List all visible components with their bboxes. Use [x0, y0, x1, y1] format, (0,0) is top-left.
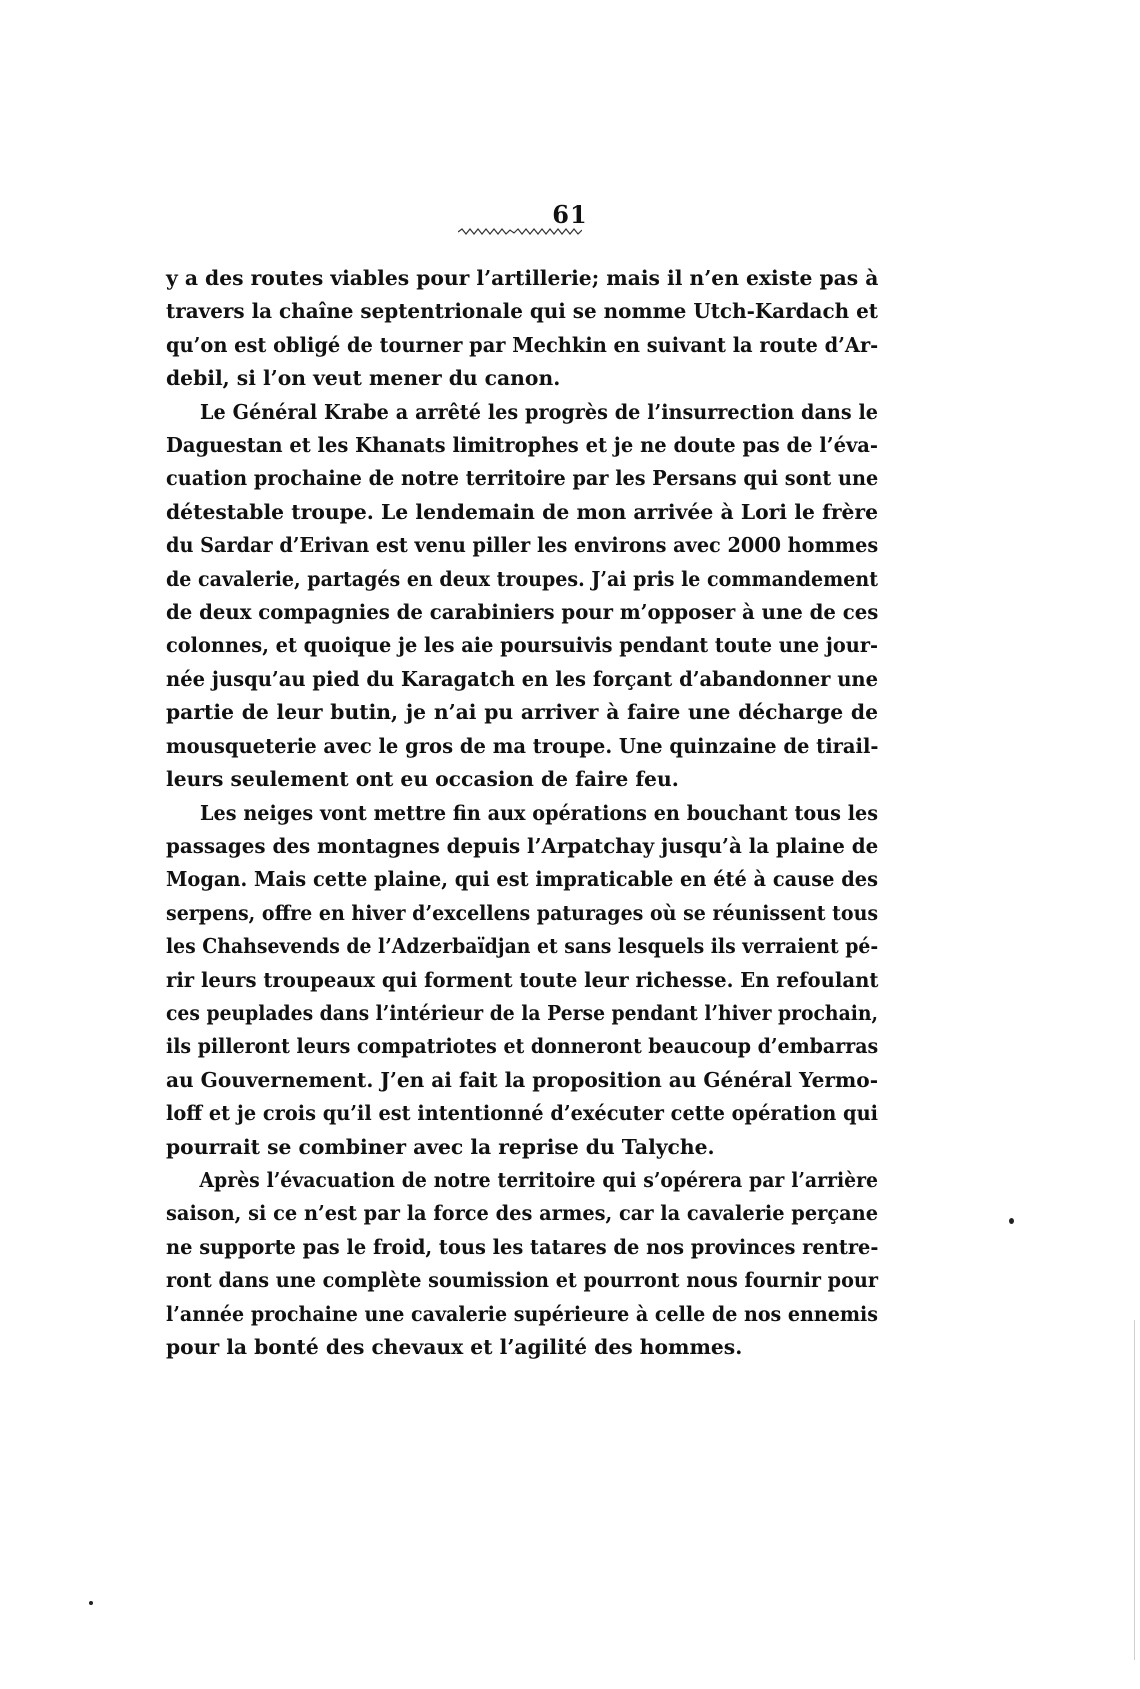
text-line: rir leurs troupeaux qui forment toute leur richesse. En refoulant [166, 967, 879, 992]
paragraph-4 [166, 1164, 878, 1364]
text-line: ils pilleront leurs compatriotes et donneront beaucoup d’embarras [166, 1034, 879, 1059]
text-line: ront dans une complète soumission et pourront nous fournir pour [166, 1268, 878, 1293]
text-line: au Gouvernement. J’en ai fait la proposition au Général Yermo- [166, 1067, 879, 1092]
text-line: de cavalerie, partagés en deux troupes. J’ai pris le commandement [166, 566, 879, 591]
ink-speck [1009, 1218, 1014, 1224]
text-line: mousqueterie avec le gros de ma troupe. Une quinzaine de tirail- [166, 733, 879, 758]
text-line: du Sardar d’Erivan est venu piller les environs avec 2000 hommes [166, 533, 879, 558]
text-line: Les neiges vont mettre fin aux opérations en bouchant tous les [200, 800, 879, 825]
text-line: ne supporte pas le froid, tous les tatares de nos provinces rentre- [166, 1234, 879, 1259]
text-line: pour la bonté des chevaux et l’agilité des hommes. [166, 1335, 743, 1359]
text-line: pourrait se combiner avec la reprise du Talyche. [166, 1134, 715, 1159]
text-line: Mogan. Mais cette plaine, qui est impraticable en été à cause des [166, 867, 878, 892]
text-line: partie de leur butin, je n’ai pu arriver à faire une décharge de [166, 700, 878, 725]
text-line: Après l’évacuation de notre territoire qui s’opérera par l’arrière [199, 1167, 879, 1192]
paragraph-2 [166, 396, 878, 797]
text-line: l’année prochaine une cavalerie supérieure à celle de nos ennemis [166, 1301, 878, 1326]
text-line: serpens, offre en hiver d’excellens paturages où se réunissent tous [166, 900, 879, 925]
text-line: passages des montagnes depuis l’Arpatchay jusqu’à la plaine de [166, 833, 879, 858]
text-line: saison, si ce n’est par la force des armes, car la cavalerie perçane [166, 1201, 879, 1226]
text-line: née jusqu’au pied du Karagatch en les forçant d’abandonner une [166, 666, 879, 691]
text-line: loff et je crois qu’il est intentionné d’exécuter cette opération qui [166, 1101, 878, 1126]
page-edge-line [1134, 1320, 1135, 1660]
text-line: détestable troupe. Le lendemain de mon arrivée à Lori le frère [166, 499, 878, 524]
text-line: ces peuplades dans l’intérieur de la Perse pendant l’hiver prochain, [166, 1000, 879, 1025]
page-number: 61 [552, 200, 588, 229]
text-line: leurs seulement ont eu occasion de faire feu. [166, 767, 679, 792]
text-line: les Chahsevends de l’Adzerbaïdjan et sans lesquels ils verraient pé- [166, 934, 879, 959]
body-text [166, 262, 878, 1364]
text-line: Le Général Krabe a arrêté les progrès de l’insurrection dans le [200, 399, 879, 424]
text-line: qu’on est obligé de tourner par Mechkin en suivant la route d’Ar- [166, 332, 879, 357]
text-line: cuation prochaine de notre territoire par les Persans qui sont une [166, 466, 879, 491]
ink-speck [89, 1601, 93, 1605]
text-line: travers la chaîne septentrionale qui se nomme Utch-Kardach et [166, 299, 878, 324]
paragraph-3 [166, 797, 878, 1164]
text-line: de deux compagnies de carabiniers pour m’opposer à une de ces [166, 600, 879, 625]
paragraph-1 [166, 262, 878, 396]
ornamental-rule [458, 228, 582, 236]
text-line: y a des routes viables pour l’artillerie; mais il n’en existe pas à [166, 266, 879, 290]
text-line: colonnes, et quoique je les aie poursuivis pendant toute une jour- [166, 633, 879, 658]
text-line: debil, si l’on veut mener du canon. [166, 366, 561, 391]
text-line: Daguestan et les Khanats limitrophes et je ne doute pas de l’éva- [166, 433, 879, 458]
